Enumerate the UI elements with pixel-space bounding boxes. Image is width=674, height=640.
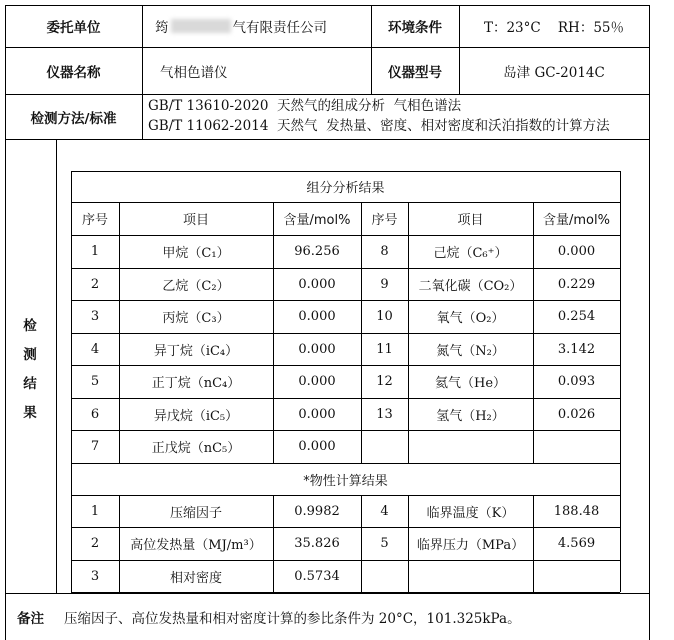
composition-cell-item2: 氮气（N₂） <box>436 343 505 359</box>
physical-cell-val1: 35.826 <box>294 536 340 551</box>
physical-cell-no2 <box>361 560 408 592</box>
composition-cell-val2: 0.229 <box>557 276 596 292</box>
composition-cell-val2: 0.093 <box>557 374 596 389</box>
physical-cell-val1: 0.9982 <box>294 503 340 519</box>
composition-cell-val1: 0.000 <box>298 276 336 292</box>
side-char-1: 检 <box>23 318 37 334</box>
composition-cell-item1: 丙烷（C₃） <box>162 311 230 326</box>
composition-title: 组分分析结果 <box>306 181 385 196</box>
composition-cell-val1: 96.256 <box>294 244 340 259</box>
physical-cell-no1: 3 <box>90 568 100 584</box>
env-value: T：23°C RH：55％ <box>483 20 625 36</box>
composition-cell-no1: 3 <box>90 309 100 324</box>
composition-cell-item2 <box>408 430 533 463</box>
col-header-item-1: 项目 <box>182 213 209 228</box>
composition-cell-val2 <box>533 430 620 463</box>
composition-cell-item2: 己烷（C₆⁺） <box>433 246 508 261</box>
physical-cell-item2: 临界温度（K） <box>426 505 515 521</box>
method-value <box>148 96 648 138</box>
client-label: 委托单位 <box>46 20 101 36</box>
physical-cell-val1: 0.5734 <box>294 568 340 584</box>
model-value: 岛津 GC-2014C <box>503 64 605 81</box>
composition-cell-no2: 10 <box>376 309 393 324</box>
remark-label: 备注 <box>17 610 44 627</box>
composition-cell-no2: 12 <box>376 374 393 389</box>
composition-cell-item1: 异丁烷（iC₄） <box>153 343 239 359</box>
composition-cell-no2: 13 <box>376 406 393 422</box>
composition-cell-item1: 正戊烷（nC₅） <box>151 441 241 456</box>
composition-cell-no1: 7 <box>90 439 100 454</box>
physical-cell-no2: 5 <box>380 536 389 551</box>
physical-cell-no1: 2 <box>90 536 100 551</box>
composition-cell-no2 <box>361 430 408 463</box>
composition-cell-no2: 9 <box>380 276 389 292</box>
physical-cell-item1: 高位发热量（MJ/m³） <box>130 538 262 553</box>
composition-cell-item1: 甲烷（C₁） <box>162 246 230 261</box>
col-header-item-2: 项目 <box>457 213 484 228</box>
side-char-3: 结 <box>23 376 37 392</box>
physical-cell-val2: 188.48 <box>553 503 600 519</box>
side-char-4: 果 <box>23 405 37 421</box>
method-label: 检测方法/标准 <box>30 110 117 127</box>
col-header-content-2: 含量/mol% <box>543 213 610 228</box>
composition-cell-item2: 氦气（He） <box>434 376 507 391</box>
composition-cell-item2: 二氧化碳（CO₂） <box>418 278 523 294</box>
composition-cell-no1: 4 <box>90 341 100 357</box>
physical-cell-val2: 4.569 <box>557 536 596 551</box>
composition-cell-item1: 正丁烷（nC₄） <box>151 376 241 391</box>
side-char-2: 测 <box>23 347 37 363</box>
instrument-value: 气相色谱仪 <box>160 64 228 81</box>
composition-cell-val1: 0.000 <box>298 406 336 422</box>
composition-cell-item2: 氧气（O₂） <box>436 311 505 326</box>
composition-cell-no1: 2 <box>90 276 100 292</box>
composition-cell-val2: 0.026 <box>557 406 596 422</box>
composition-cell-item1: 异戊烷（iC₅） <box>153 408 239 424</box>
model-label: 仪器型号 <box>388 64 442 81</box>
result-side-label <box>20 312 40 432</box>
physical-cell-no2: 4 <box>380 503 389 519</box>
col-header-no-2: 序号 <box>371 213 398 228</box>
composition-cell-val1: 0.000 <box>298 374 336 389</box>
composition-cell-no1: 6 <box>90 406 100 422</box>
method-line-1: GB/T 13610-2020 天然气的组成分析 气相色谱法 <box>148 98 462 114</box>
client-value <box>155 5 371 47</box>
composition-cell-no1: 5 <box>90 374 100 389</box>
method-line-2: GB/T 11062-2014 天然气 发热量、密度、相对密度和沃泊指数的计算方法 <box>148 118 610 134</box>
composition-cell-item2: 氢气（H₂） <box>436 408 505 424</box>
physical-cell-item2 <box>408 560 533 592</box>
instrument-label: 仪器名称 <box>46 64 101 81</box>
redaction-mask <box>171 19 231 33</box>
physical-cell-item1: 相对密度 <box>169 570 222 586</box>
physical-cell-no1: 1 <box>90 503 100 519</box>
physical-title: *物性计算结果 <box>303 473 388 489</box>
physical-cell-val2 <box>533 560 620 592</box>
composition-cell-no1: 1 <box>90 244 100 259</box>
composition-cell-no2: 8 <box>380 244 389 259</box>
composition-cell-val1: 0.000 <box>298 309 336 324</box>
composition-cell-item1: 乙烷（C₂） <box>162 278 230 294</box>
composition-cell-val2: 0.000 <box>557 244 596 259</box>
remark-text: 压缩因子、高位发热量和相对密度计算的参比条件为 20°C，101.325kPa。 <box>64 610 521 627</box>
physical-cell-item2: 临界压力（MPa） <box>416 538 525 553</box>
env-label: 环境条件 <box>388 20 442 36</box>
client-value-prefix: 筠 <box>155 20 169 36</box>
composition-cell-val1: 0.000 <box>298 439 336 454</box>
composition-cell-val2: 3.142 <box>557 341 596 357</box>
physical-cell-item1: 压缩因子 <box>169 505 222 521</box>
client-value-suffix: 气有限责任公司 <box>232 20 327 36</box>
composition-cell-no2: 11 <box>376 341 393 357</box>
col-header-content-1: 含量/mol% <box>283 213 351 228</box>
composition-cell-val1: 0.000 <box>298 341 336 357</box>
col-header-no-1: 序号 <box>81 213 108 228</box>
composition-cell-val2: 0.254 <box>557 309 596 324</box>
